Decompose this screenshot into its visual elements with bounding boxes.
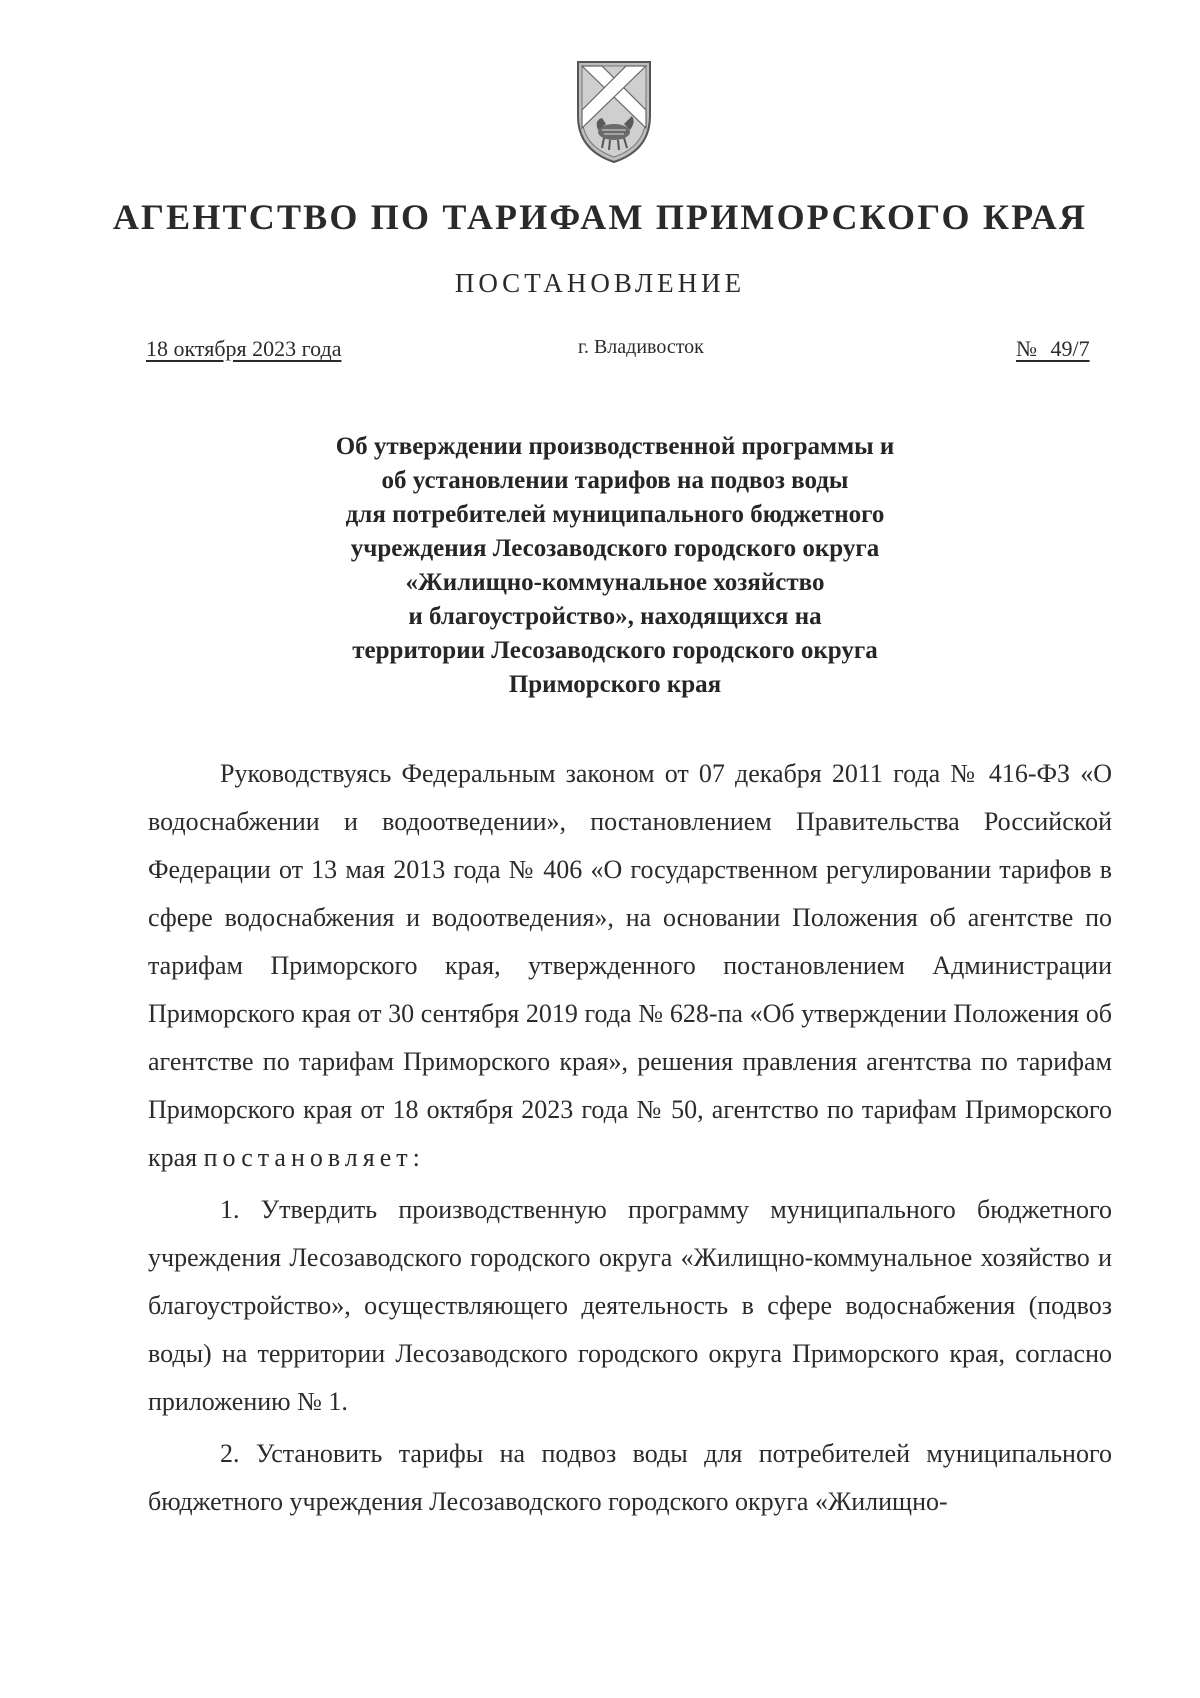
subject-line: Приморского края <box>508 671 722 698</box>
document-body <box>148 750 1112 1526</box>
item-1-paragraph: 1. Утвердить производственную программу муниципального бюджетного учреждения Лесозаводского городского округа «Жилищно-коммунальное хозяйство и благоустройство», осуществляющего деятельность в сфере водоснабжения (подвоз воды) на территории Лесозаводского городского округа Приморского края, согласно приложению № 1. <box>148 1195 1112 1416</box>
subject-line: для потребителей муниципального бюджетного <box>345 501 885 528</box>
subject-line: учреждения Лесозаводского городского округа <box>350 535 880 562</box>
item-2-paragraph: 2. Установить тарифы на подвоз воды для потребителей муниципального бюджетного учреждения Лесозаводского городского округа «Жилищно- <box>148 1439 1112 1516</box>
preamble-text: Руководствуясь Федеральным законом от 07 декабря 2011 года № 416-ФЗ «О водоснабжении и водоотведении», постановлением Правительства Российской Федерации от 13 мая 2013 года № 406 «О государственном регулировании тарифов в сфере водоснабжения и водоотведения», на основании Положения об агентстве по тарифам Приморского края, утвержденного постановлением Администрации Приморского края от 30 сентября 2019 года № 628-па «Об утверждении Положения об агентстве по тарифам Приморского края», решения правления агентства по тарифам Приморского края от 18 октября 2023 года № 50, агентство по тарифам Приморского края <box>148 759 1112 1172</box>
subject-line: об установлении тарифов на подвоз воды <box>381 467 849 494</box>
document-city: г. Владивосток <box>578 336 704 358</box>
agency-title: АГЕНТСТВО ПО ТАРИФАМ ПРИМОРСКОГО КРАЯ <box>112 197 1088 237</box>
subject-line: Об утверждении производственной программы и <box>335 433 895 460</box>
document-number: № 49/7 <box>1016 336 1090 361</box>
document-date: 18 октября 2023 года <box>146 336 342 361</box>
coat-of-arms-icon <box>572 58 656 166</box>
document-type: ПОСТАНОВЛЕНИЕ <box>454 268 746 298</box>
document-subject <box>250 430 980 702</box>
subject-line: «Жилищно-коммунальное хозяйство <box>405 569 825 596</box>
resolves-text: постановляет: <box>203 1143 425 1172</box>
subject-line: территории Лесозаводского городского округа <box>352 637 878 664</box>
preamble-paragraph <box>148 750 1112 1182</box>
subject-line: и благоустройство», находящихся на <box>408 603 822 630</box>
